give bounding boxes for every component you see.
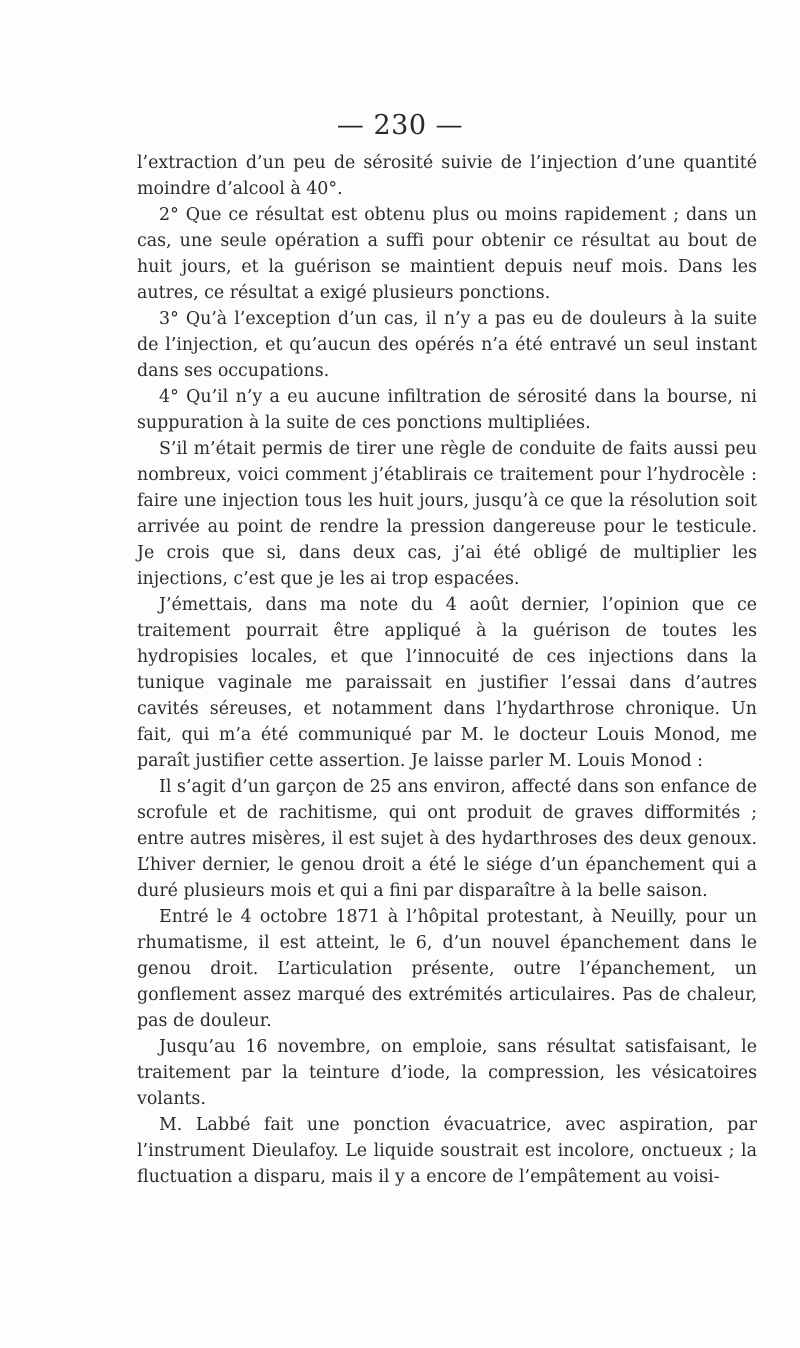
paragraph-point-4: 4° Qu’il n’y a eu aucune infiltration de sérosité dans la bourse, ni suppuration à la suite de ces ponctions multipliées.: [137, 387, 757, 433]
paragraph-rule-of-conduct: S’il m’était permis de tirer une règle de conduite de faits aussi peu nombreux, voici comment j’établirais ce traitement pour l’hydrocèle : faire une injection tous les huit jours, jusqu’à ce que la résolution soit arrivée au point de rendre la pression dangereuse pour le testicule. Je crois que si, dans deux cas, j’ai été obligé de multiplier les injections, c’est que je les ai trop espacées.: [137, 439, 757, 589]
paragraph-point-2: 2° Que ce résultat est obtenu plus ou moins rapidement ; dans un cas, une seule opération a suffi pour obtenir ce résultat au bout de huit jours, et la guérison se maintient depuis neuf mois. Dans les autres, ce résultat a exigé plusieurs ponctions.: [137, 205, 757, 303]
paragraph-case-patient: Il s’agit d’un garçon de 25 ans environ, affecté dans son enfance de scrofule et de rachitisme, qui ont produit de graves difformités ; entre autres misères, il est sujet à des hydarthroses des deux genoux. L’hiver dernier, le genou droit a été le siége d’un épanchement qui a duré plusieurs mois et qui a fini par disparaître à la belle saison.: [137, 777, 757, 901]
paragraph-note-august: J’émettais, dans ma note du 4 août dernier, l’opinion que ce traitement pourrait être appliqué à la guérison de toutes les hydropisies locales, et que l’innocuité de ces injections dans la tunique vaginale me paraissait en justifier l’essai dans d’autres cavités séreuses, et notamment dans l’hydarthrose chronique. Un fait, qui m’a été communiqué par M. le docteur Louis Monod, me paraît justifier cette assertion. Je laisse parler M. Louis Monod :: [137, 595, 757, 771]
paragraph-continuation: l’extraction d’un peu de sérosité suivie de l’injection d’une quantité moindre d’alcool à 40°.: [137, 153, 757, 199]
body-text: [137, 150, 757, 1190]
page-number: — 230 —: [336, 110, 464, 141]
paragraph-case-puncture: M. Labbé fait une ponction évacuatrice, avec aspiration, par l’instrument Dieulafoy. Le liquide soustrait est incolore, onctueux ; la fluctuation a disparu, mais il y a encore de l’empâtement au voisi-: [137, 1115, 757, 1187]
paragraph-case-treatment: Jusqu’au 16 novembre, on emploie, sans résultat satisfaisant, le traitement par la teinture d’iode, la compression, les vésicatoires volants.: [137, 1037, 757, 1109]
paragraph-point-3: 3° Qu’à l’exception d’un cas, il n’y a pas eu de douleurs à la suite de l’injection, et qu’aucun des opérés n’a été entravé un seul instant dans ses occupations.: [137, 309, 757, 381]
paragraph-case-admission: Entré le 4 octobre 1871 à l’hôpital protestant, à Neuilly, pour un rhumatisme, il est atteint, le 6, d’un nouvel épanchement dans le genou droit. L’articulation présente, outre l’épanchement, un gonflement assez marqué des extrémités articulaires. Pas de chaleur, pas de douleur.: [137, 907, 757, 1031]
